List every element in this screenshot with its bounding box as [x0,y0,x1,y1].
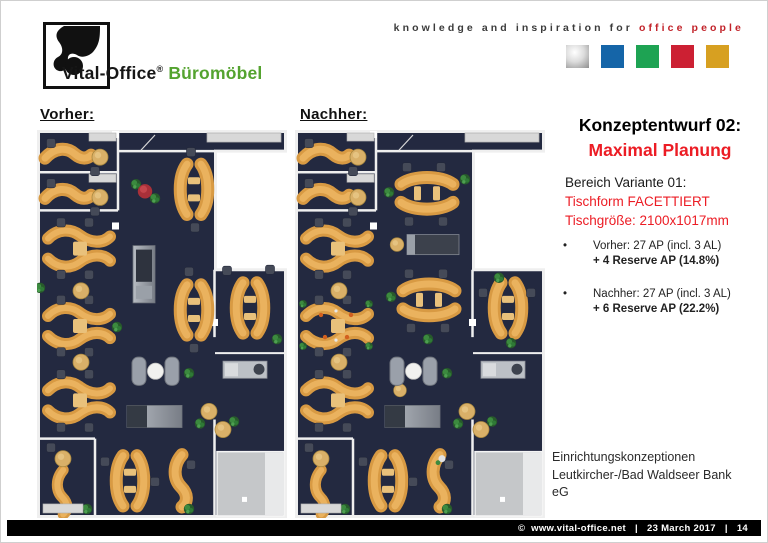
brand-wordmark [62,63,262,84]
client-line3: eG [552,485,569,499]
bullet-text [593,287,731,317]
client-line2: Leutkircher-/Bad Waldseer Bank [552,467,732,482]
stair-area [475,452,542,516]
bullet-text [593,239,721,269]
tagline-red: office people [638,22,744,34]
tagline-black: knowledge and inspiration for [393,22,639,34]
variant-block [565,173,729,230]
bullet-list [557,239,763,335]
bullet-item-nachher [557,287,763,317]
vorher-label: Vorher: [40,106,95,123]
variant-line: Bereich Variante 01: [565,175,687,190]
low-cabinet-top [407,235,459,255]
tall-cabinet [133,246,155,303]
color-square-blue [601,45,624,68]
sideboard [301,504,341,513]
bullet-item-vorher [557,239,763,269]
low-cabinet [127,405,182,427]
tischgroesse-line: Tischgröße: 2100x1017mm [565,213,729,228]
vorher-floorplan-image [37,130,287,518]
color-square-red [671,45,694,68]
reception-desk [481,361,525,378]
footer-separator: | [635,522,638,534]
reception-desk [223,361,267,378]
color-square-green [636,45,659,68]
red-bush-icon [138,184,152,198]
footer-separator: | [724,522,728,534]
stair-area [217,452,284,516]
concept-title [556,113,764,163]
nachher-label: Nachher: [300,106,368,123]
bullet-nachher-line1: Nachher: 27 AP (incl. 3 AL) [593,288,731,300]
color-square-gold [706,45,729,68]
nachher-floorplan-image [295,130,545,518]
footer-bar [7,520,761,536]
brand-color-squares [566,45,729,68]
footer-copyright: © www.vital-office.net [517,522,627,534]
concept-title-line2: Maximal Planung [588,140,732,160]
registered-mark: ® [156,64,164,75]
bullet-vorher-line2: + 4 Reserve AP (14.8%) [593,255,720,267]
concept-title-line1: Konzeptentwurf 02: [578,115,742,135]
footer-page-number: 14 [736,522,748,534]
bullet-nachher-line2: + 6 Reserve AP (22.2%) [593,303,720,315]
client-line1: Einrichtungskonzeptionen [552,450,696,464]
bullet-vorher-line1: Vorher: 27 AP (incl. 3 AL) [593,240,722,252]
bullet-marker: • [563,288,568,300]
color-square-silver [566,45,589,68]
tischform-line: Tischform FACETTIERT [565,194,710,209]
brand-name: Vital-Office [62,63,157,83]
footer-date: 23 March 2017 [646,522,716,534]
bullet-marker: • [563,240,568,252]
tagline [394,22,744,34]
brand-suffix: Büromöbel [168,63,263,83]
low-cabinet [385,405,440,427]
client-block [552,449,731,502]
sideboard [43,504,83,513]
